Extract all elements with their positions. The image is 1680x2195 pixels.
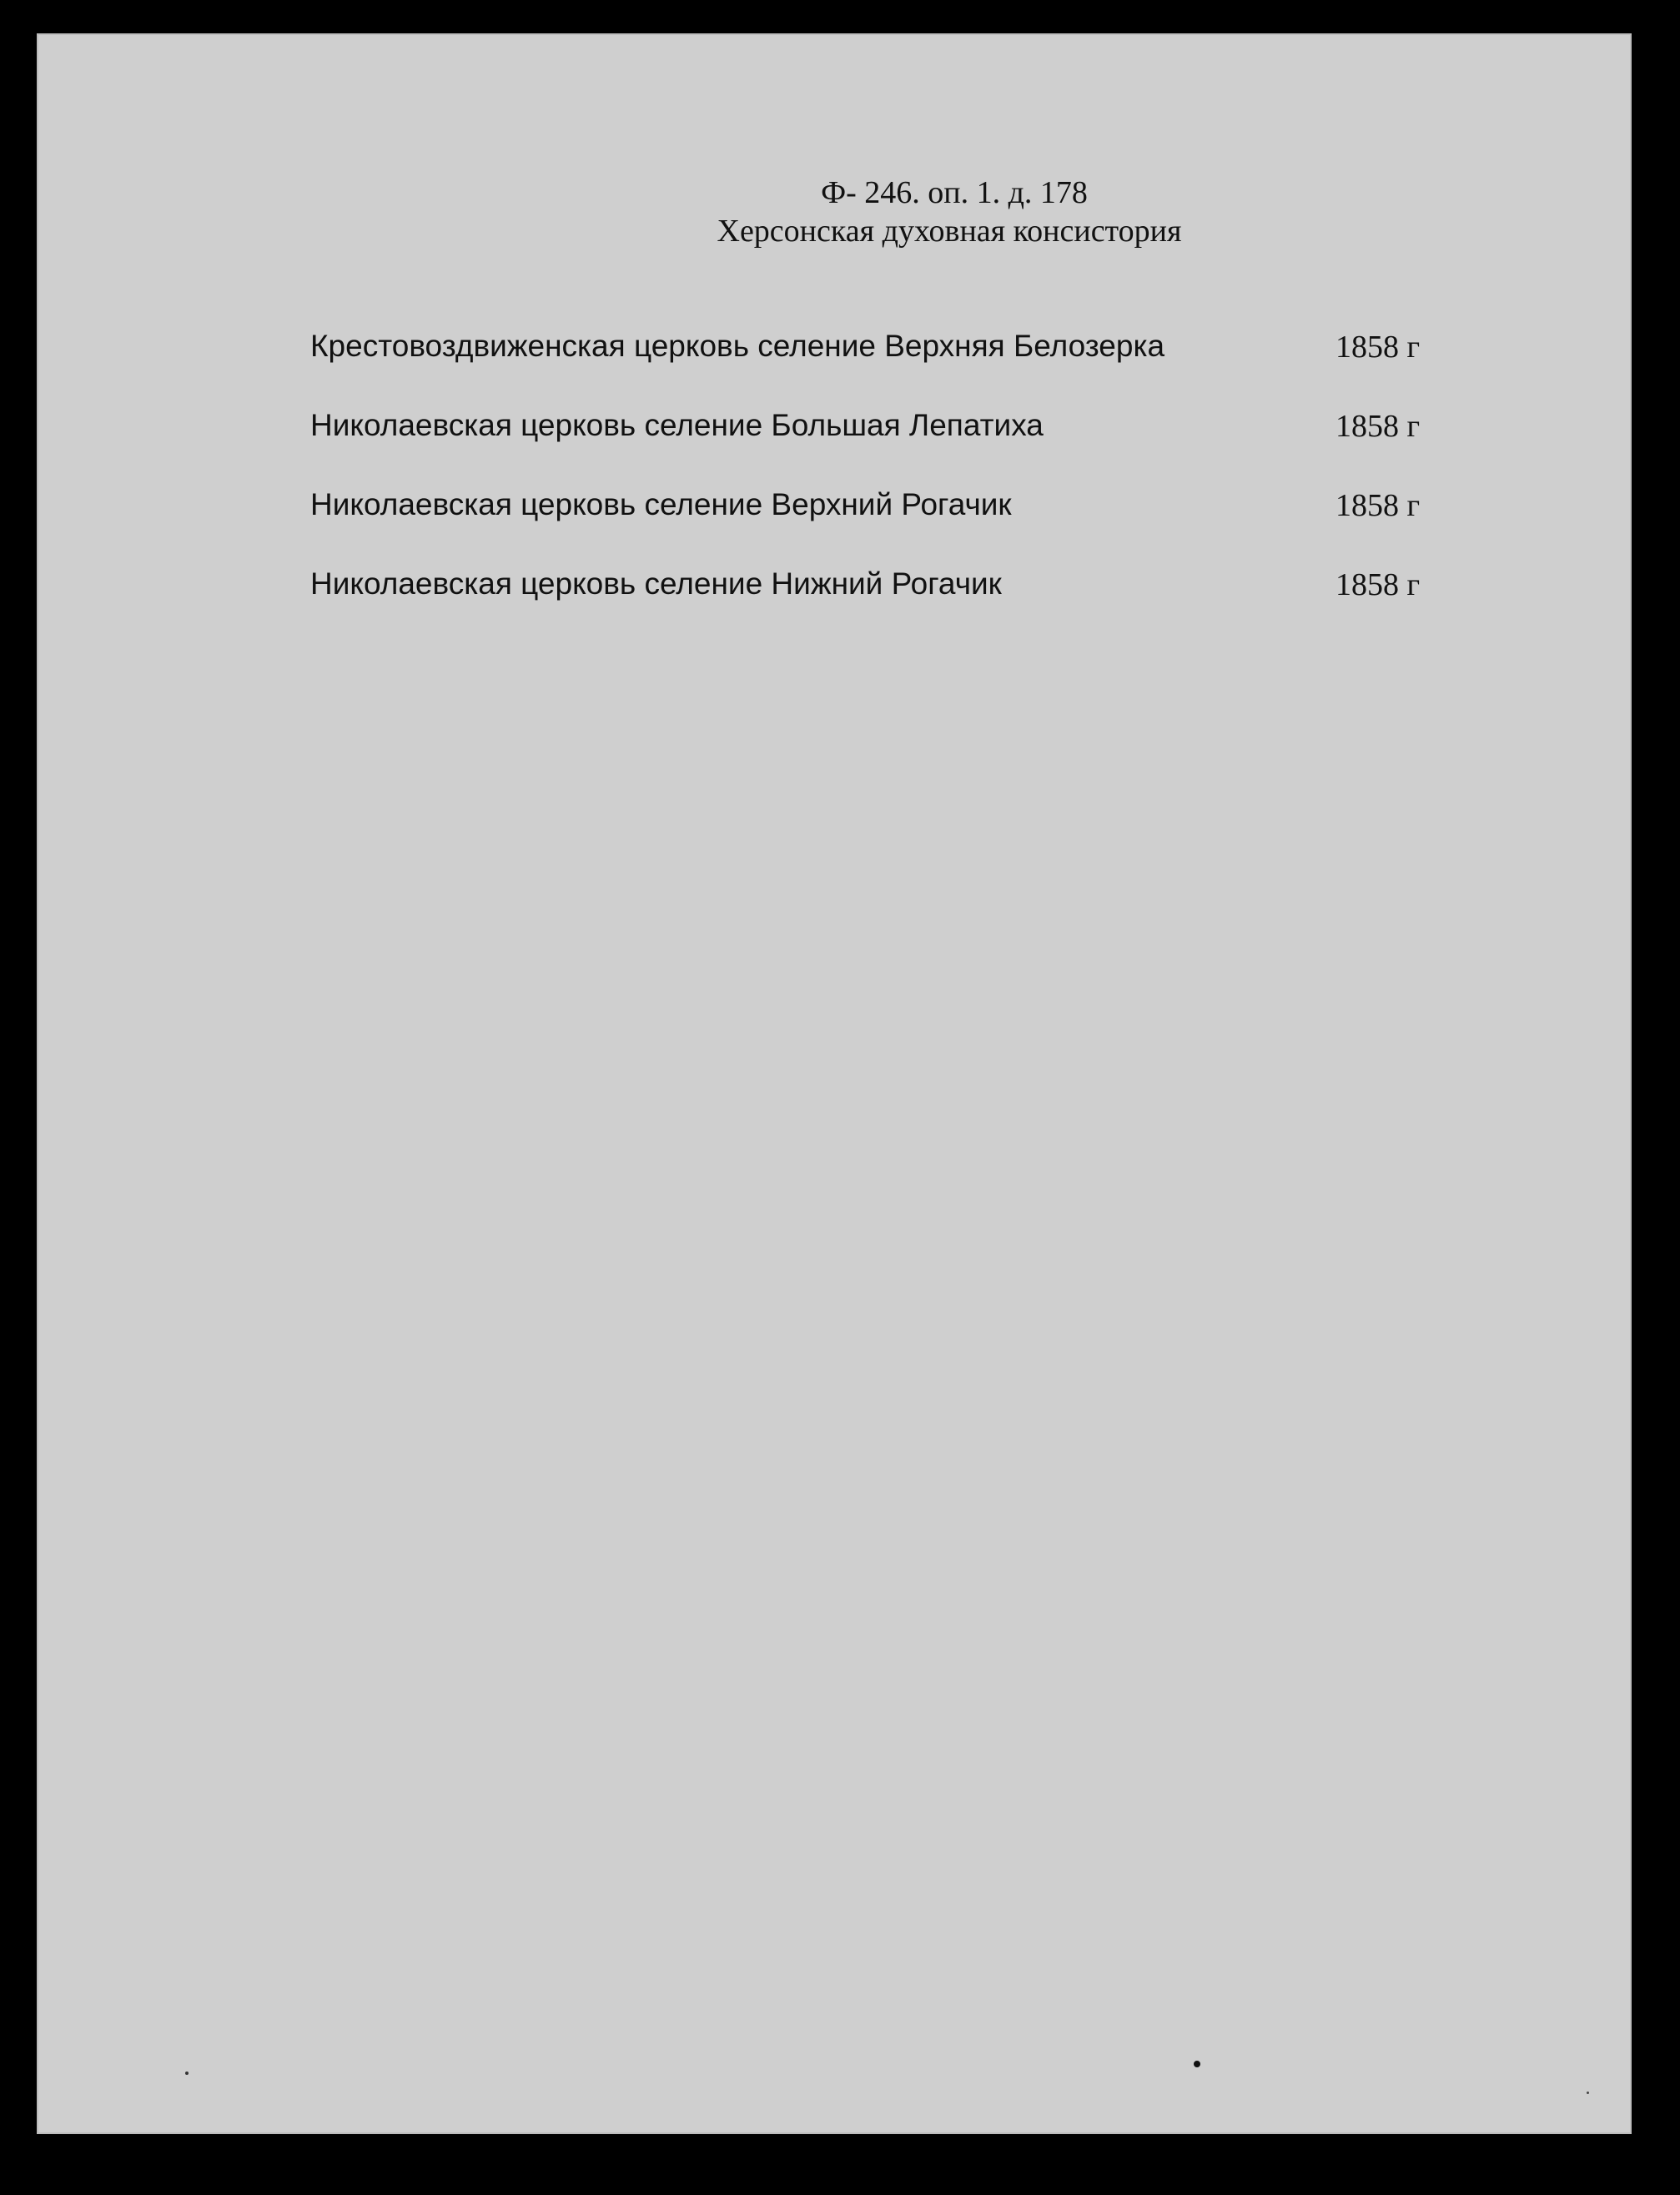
church-name: Николаевская церковь селение Нижний Рогачик [310, 566, 1002, 601]
list-item [274, 324, 1466, 403]
institution-name: Херсонская духовная консистория [717, 214, 1182, 249]
scan-speck [185, 2072, 189, 2075]
list-item [274, 561, 1466, 641]
scan-speck [1587, 2092, 1589, 2094]
church-name: Крестовоздвиженская церковь селение Верхняя Белозерка [310, 329, 1165, 363]
list-item [274, 403, 1466, 482]
document-page [37, 33, 1632, 2134]
list-item [274, 482, 1466, 561]
archive-reference: Ф- 246. оп. 1. д. 178 [821, 175, 1088, 210]
record-year: 1858 г [1335, 330, 1421, 365]
church-name: Николаевская церковь селение Большая Лепатиха [310, 408, 1044, 442]
church-name: Николаевская церковь селение Верхний Рогачик [310, 487, 1012, 521]
record-year: 1858 г [1335, 409, 1421, 444]
scan-speck [1194, 2061, 1200, 2067]
record-year: 1858 г [1335, 488, 1421, 523]
document-header [537, 174, 1371, 250]
record-year: 1858 г [1335, 567, 1421, 602]
church-list [274, 324, 1466, 641]
